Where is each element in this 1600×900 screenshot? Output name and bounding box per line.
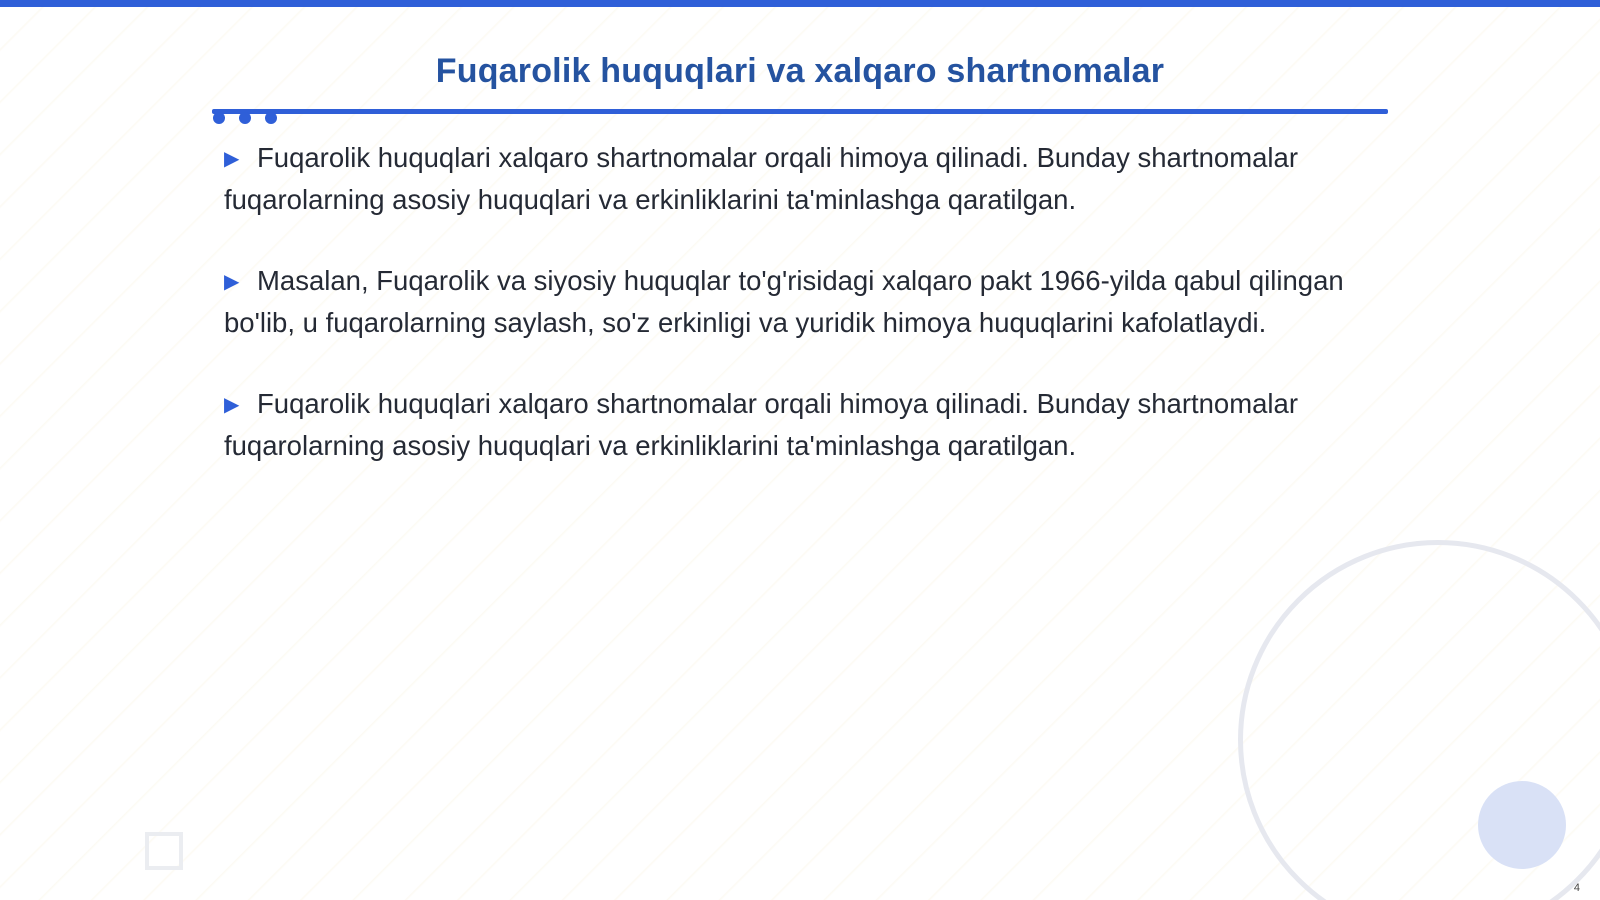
bullet-list <box>224 138 1384 507</box>
decorative-square <box>145 832 183 870</box>
top-accent-bar <box>0 0 1600 7</box>
title-underline <box>212 109 1388 114</box>
play-triangle-icon: ▶ <box>224 394 240 416</box>
decorative-dot <box>213 112 225 124</box>
page-number: 4 <box>1573 882 1580 894</box>
decorative-dot <box>265 112 277 124</box>
bullet-text: Fuqarolik huquqlari xalqaro shartnomalar orqali himoya qilinadi. Bunday shartnomalar fuqarolarning asosiy huquqlari va erkinliklarini ta'minlashga qaratilgan. <box>224 388 1298 461</box>
bullet-text: Fuqarolik huquqlari xalqaro shartnomalar orqali himoya qilinadi. Bunday shartnomalar fuqarolarning asosiy huquqlari va erkinliklarini ta'minlashga qaratilgan. <box>224 142 1298 215</box>
decorative-circle <box>1478 781 1566 869</box>
bullet-item <box>224 138 1384 220</box>
play-triangle-icon: ▶ <box>224 148 240 170</box>
bullet-item <box>224 384 1384 466</box>
slide-title: Fuqarolik huquqlari va xalqaro shartnomalar <box>435 52 1165 90</box>
decorative-dot <box>239 112 251 124</box>
bullet-text: Masalan, Fuqarolik va siyosiy huquqlar to'g'risidagi xalqaro pakt 1966-yilda qabul qilingan bo'lib, u fuqarolarning saylash, so'z erkinligi va yuridik himoya huquqlarini kafolatlaydi. <box>224 265 1344 338</box>
play-triangle-icon: ▶ <box>224 271 240 293</box>
bullet-item <box>224 261 1384 343</box>
